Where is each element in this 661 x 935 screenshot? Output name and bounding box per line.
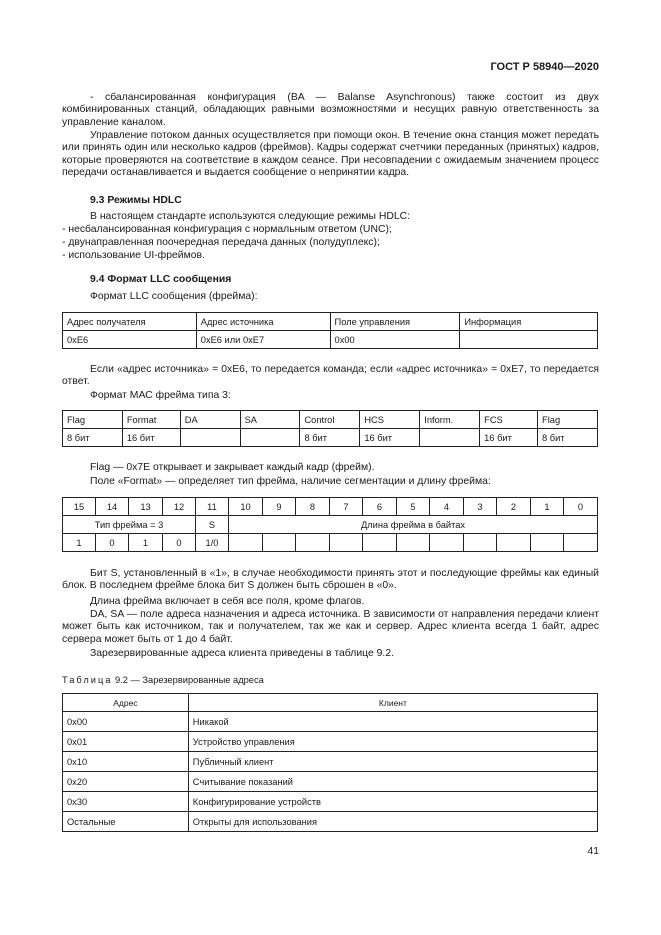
bit-number-cell: 12 xyxy=(163,498,196,516)
llc-format-table xyxy=(62,312,598,349)
format-field-table xyxy=(62,497,598,552)
bit-value-cell xyxy=(430,534,464,552)
page-number: 41 xyxy=(587,846,599,857)
table-row xyxy=(63,429,598,447)
address-cell: 0x30 xyxy=(63,792,189,812)
bit-value-cell: 1/0 xyxy=(196,534,229,552)
table-row xyxy=(63,516,598,534)
bit-number-cell: 2 xyxy=(497,498,531,516)
table-row xyxy=(63,331,598,349)
mac-header-cell: DA xyxy=(180,411,240,429)
bit-number-cell: 8 xyxy=(296,498,330,516)
flag-description: Flag — 0x7E открывает и закрывает каждый кадр (фрейм). xyxy=(90,462,375,473)
bit-number-cell: 3 xyxy=(464,498,497,516)
table-row xyxy=(63,534,598,552)
mac-value-cell xyxy=(240,429,300,447)
llc-value-cell: 0xE6 xyxy=(63,331,197,349)
bit-value-cell xyxy=(564,534,598,552)
bit-number-cell: 7 xyxy=(330,498,363,516)
mac-header-cell: HCS xyxy=(360,411,420,429)
client-cell: Устройство управления xyxy=(188,732,597,752)
bit-value-cell: 0 xyxy=(96,534,129,552)
list-item: - двунаправленная поочередная передача данных (полудуплекс); xyxy=(62,237,380,248)
reserved-reference: Зарезервированные адреса клиента приведены в таблице 9.2. xyxy=(90,648,394,659)
llc-header-cell: Поле управления xyxy=(330,313,460,331)
bit-value-cell xyxy=(296,534,330,552)
bit-value-cell xyxy=(531,534,564,552)
bit-value-cell xyxy=(229,534,263,552)
bit-number-cell: 14 xyxy=(96,498,129,516)
bit-value-cell: 1 xyxy=(129,534,163,552)
mac-value-cell: 8 бит xyxy=(300,429,360,447)
bit-number-cell: 11 xyxy=(196,498,229,516)
length-description: Длина фрейма включает в себя все поля, кроме флагов. xyxy=(90,596,365,607)
llc-header-cell: Информация xyxy=(460,313,598,331)
table-header-client: Клиент xyxy=(188,694,597,712)
mac-value-cell: 16 бит xyxy=(480,429,538,447)
table-row xyxy=(63,772,598,792)
table-row xyxy=(63,498,598,516)
client-cell: Конфигурирование устройств xyxy=(188,792,597,812)
bit-number-cell: 4 xyxy=(430,498,464,516)
bit-number-cell: 0 xyxy=(564,498,598,516)
paragraph-flow-control: Управление потоком данных осуществляется при помощи окон. В течение окна станция может передать или принять один или несколько кадров (фреймов). Кадры содержат счетчики переданных (принятых) кадров, которые проверяются на соответствие в каждом сеансе. При несовпадении с ожидаемым значением процесс передачи останавливается и выдается сообщение о непринятии кадра. xyxy=(62,130,599,179)
bit-value-cell: 1 xyxy=(63,534,96,552)
section-intro-9-3: В настоящем стандарте используются следующие режимы HDLC: xyxy=(90,211,411,222)
llc-value-cell: 0xE6 или 0xE7 xyxy=(196,331,330,349)
format-description: Поле «Format» — определяет тип фрейма, наличие сегментации и длину фрейма: xyxy=(90,476,491,487)
llc-header-cell: Адрес источника xyxy=(196,313,330,331)
bit-value-cell xyxy=(363,534,397,552)
bit-number-cell: 6 xyxy=(363,498,397,516)
mac-value-cell: 8 бит xyxy=(538,429,598,447)
bit-value-cell xyxy=(497,534,531,552)
section-heading-9-4: 9.4 Формат LLC сообщения xyxy=(90,274,232,285)
mac-value-cell: 16 бит xyxy=(360,429,420,447)
address-cell: 0x10 xyxy=(63,752,189,772)
da-sa-description: DA, SA — поле адреса назначения и адреса источника. В зависимости от направления передачи клиент может быть как источником, так и получателем, так же как и сервер. Адрес клиента всегда 1 байт, адрес сервера может быть от 1 до 4 байт. xyxy=(62,609,599,645)
table-row xyxy=(63,792,598,812)
table-row xyxy=(63,712,598,732)
table-row xyxy=(63,313,598,331)
bit-value-cell: 0 xyxy=(163,534,196,552)
standard-number: ГОСТ Р 58940—2020 xyxy=(490,61,599,73)
table-row xyxy=(63,411,598,429)
bit-value-cell xyxy=(464,534,497,552)
table-caption xyxy=(62,675,264,685)
table-caption-title: 9.2 — Зарезервированные адреса xyxy=(112,675,264,685)
client-cell: Никакой xyxy=(188,712,597,732)
llc-intro: Формат LLC сообщения (фрейма): xyxy=(90,291,258,302)
mac-header-cell: Control xyxy=(300,411,360,429)
address-cell: 0x20 xyxy=(63,772,189,792)
address-cell: 0x00 xyxy=(63,712,189,732)
table-row xyxy=(63,812,598,832)
bit-s-description: Бит S, установленный в «1», в случае необходимости принять этот и последующие фреймы как единый блок. В последнем фрейме блока бит S должен быть сброшен в «0». xyxy=(62,568,599,592)
client-cell: Считывание показаний xyxy=(188,772,597,792)
table-header-address: Адрес xyxy=(63,694,189,712)
client-cell: Публичный клиент xyxy=(188,752,597,772)
llc-value-cell: 0x00 xyxy=(330,331,460,349)
bit-number-cell: 9 xyxy=(263,498,296,516)
bit-number-cell: 13 xyxy=(129,498,163,516)
bit-value-cell xyxy=(263,534,296,552)
mac-format-table xyxy=(62,410,598,447)
frame-type-cell: Тип фрейма = 3 xyxy=(63,516,196,534)
llc-value-cell xyxy=(460,331,598,349)
llc-header-cell: Адрес получателя xyxy=(63,313,197,331)
mac-value-cell xyxy=(180,429,240,447)
table-row xyxy=(63,752,598,772)
address-cell: Остальные xyxy=(63,812,189,832)
client-cell: Открыты для использования xyxy=(188,812,597,832)
table-row xyxy=(63,732,598,752)
bit-value-cell xyxy=(330,534,363,552)
mac-header-cell: Inform. xyxy=(420,411,480,429)
bit-number-cell: 5 xyxy=(397,498,430,516)
segment-bit-cell: S xyxy=(196,516,229,534)
mac-value-cell: 8 бит xyxy=(63,429,123,447)
mac-value-cell: 16 бит xyxy=(122,429,180,447)
list-item: - несбалансированная конфигурация с нормальным ответом (UNC); xyxy=(62,224,392,235)
address-cell: 0x01 xyxy=(63,732,189,752)
reserved-addresses-table xyxy=(62,693,598,832)
table-row xyxy=(63,694,598,712)
bit-value-cell xyxy=(397,534,430,552)
mac-header-cell: SA xyxy=(240,411,300,429)
llc-note: Если «адрес источника» = 0xE6, то передается команда; если «адрес источника» = 0xE7, то передается ответ. xyxy=(62,364,599,388)
mac-header-cell: Format xyxy=(122,411,180,429)
section-heading-9-3: 9.3 Режимы HDLC xyxy=(90,195,182,206)
frame-length-cell: Длина фрейма в байтах xyxy=(229,516,598,534)
table-caption-prefix: Таблица xyxy=(62,675,113,685)
mac-header-cell: FCS xyxy=(480,411,538,429)
paragraph-ba: - сбалансированная конфигурация (BA — Balanse Asynchronous) также состоит из двух комбинированных станций, обладающих равными возможностями и несущих равную ответственность за управление каналом. xyxy=(62,92,599,128)
mac-header-cell: Flag xyxy=(538,411,598,429)
list-item: - использование UI-фреймов. xyxy=(62,250,205,261)
bit-number-cell: 1 xyxy=(531,498,564,516)
mac-value-cell xyxy=(420,429,480,447)
bit-number-cell: 10 xyxy=(229,498,263,516)
bit-number-cell: 15 xyxy=(63,498,96,516)
mac-intro: Формат МАС фрейма типа 3: xyxy=(90,390,231,401)
mac-header-cell: Flag xyxy=(63,411,123,429)
